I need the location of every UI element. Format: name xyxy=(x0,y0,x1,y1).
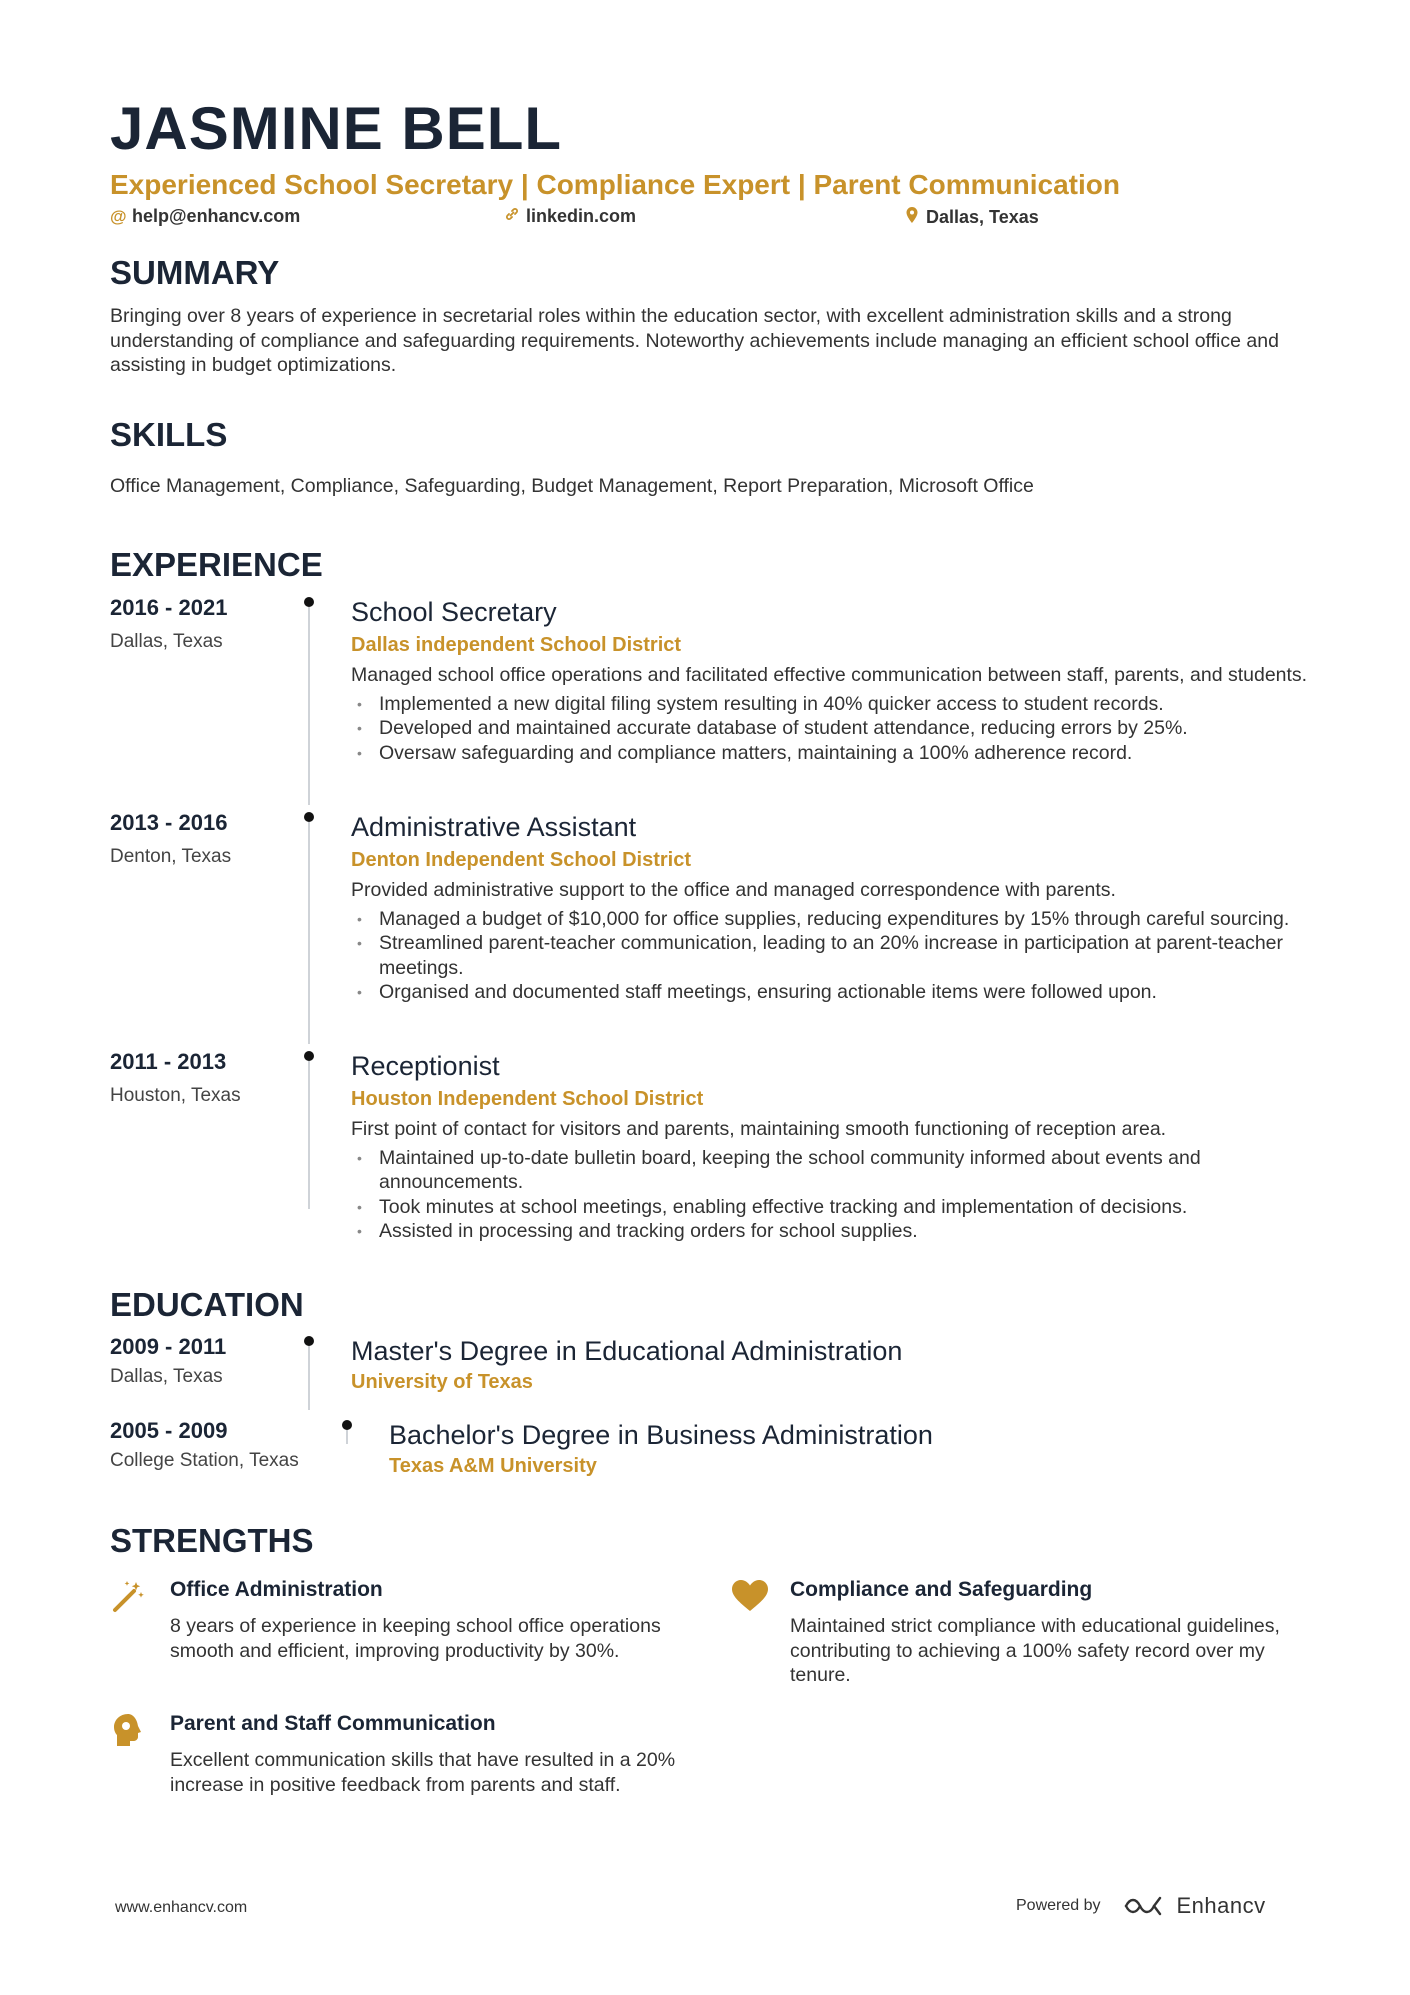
education-school: Texas A&M University xyxy=(389,1455,597,1477)
timeline-line xyxy=(346,1430,348,1444)
experience-location: Denton, Texas xyxy=(110,846,232,867)
bullet-item: • Organised and documented staff meetings, ensuring actionable items were followed upon. xyxy=(351,980,1311,1005)
education-location: College Station, Texas xyxy=(110,1450,299,1471)
link-icon xyxy=(504,206,520,227)
experience-role: Receptionist xyxy=(351,1051,500,1081)
contact-email[interactable] xyxy=(110,206,300,227)
experience-location: Houston, Texas xyxy=(110,1085,241,1106)
experience-location: Dallas, Texas xyxy=(110,631,223,652)
linkedin-text: linkedin.com xyxy=(526,206,637,226)
bullet-item: • Streamlined parent-teacher communication, leading to an 20% increase in participation at parent-teacher meetings. xyxy=(351,931,1311,980)
summary-heading: SUMMARY xyxy=(110,254,280,291)
skills-heading: SKILLS xyxy=(110,416,228,453)
education-location: Dallas, Texas xyxy=(110,1366,223,1387)
education-body xyxy=(351,1334,1311,1396)
timeline-dot xyxy=(304,597,314,607)
experience-org: Dallas independent School District xyxy=(351,634,682,656)
experience-desc: Provided administrative support to the office and managed correspondence with parents. xyxy=(351,879,1116,901)
magic-wand-icon xyxy=(110,1578,146,1614)
strength-title: Parent and Staff Communication xyxy=(170,1712,496,1735)
education-section xyxy=(110,1286,1310,1486)
experience-heading: EXPERIENCE xyxy=(110,546,323,583)
summary-text: Bringing over 8 years of experience in secretarial roles within the education sector, with excellent administration skills and a strong understanding of compliance and safeguarding requirements. Noteworthy achievements include managing an efficient school office and assisting in budget optimizations. xyxy=(110,305,1279,376)
education-heading: EDUCATION xyxy=(110,1286,304,1323)
timeline-dot xyxy=(304,812,314,822)
candidate-name: JASMINE BELL xyxy=(110,95,563,162)
education-degree: Bachelor's Degree in Business Administration xyxy=(389,1420,933,1450)
location-pin-icon xyxy=(904,206,920,229)
brand-name: Enhancv xyxy=(1176,1893,1266,1918)
experience-body xyxy=(351,810,1311,1005)
candidate-title: Experienced School Secretary | Compliance Expert | Parent Communication xyxy=(110,169,1120,200)
education-dates: 2009 - 2011 xyxy=(110,1334,227,1359)
bullet-item: • Took minutes at school meetings, enabling effective tracking and implementation of decisions. xyxy=(351,1195,1311,1220)
experience-dates: 2013 - 2016 xyxy=(110,810,228,835)
experience-desc: First point of contact for visitors and parents, maintaining smooth functioning of reception area. xyxy=(351,1118,1167,1140)
contact-location xyxy=(904,206,1039,229)
experience-bullets xyxy=(351,907,1311,1005)
bullet-item: • Oversaw safeguarding and compliance matters, maintaining a 100% adherence record. xyxy=(351,741,1311,766)
experience-bullets xyxy=(351,692,1311,766)
education-dates: 2005 - 2009 xyxy=(110,1418,228,1443)
contact-linkedin[interactable] xyxy=(504,206,636,227)
timeline-dot xyxy=(304,1336,314,1346)
enhancv-logo[interactable] xyxy=(1123,1893,1266,1919)
timeline-line xyxy=(308,607,310,805)
bullet-item: • Developed and maintained accurate database of student attendance, reducing errors by 25%. xyxy=(351,716,1311,741)
bullet-item: • Implemented a new digital filing system resulting in 40% quicker access to student records. xyxy=(351,692,1311,717)
experience-body xyxy=(351,595,1311,765)
timeline-line xyxy=(308,1061,310,1209)
experience-section xyxy=(110,546,1310,1246)
experience-desc: Managed school office operations and facilitated effective communication between staff, parents, and students. xyxy=(351,664,1308,686)
timeline-line xyxy=(308,822,310,1044)
head-idea-icon xyxy=(110,1712,146,1748)
strength-title: Compliance and Safeguarding xyxy=(790,1578,1093,1601)
enhancv-logo-icon xyxy=(1123,1894,1169,1918)
strength-desc: Maintained strict compliance with educational guidelines, contributing to achieving a 100% safety record over my tenure. xyxy=(790,1615,1280,1686)
heart-icon xyxy=(730,1578,766,1614)
education-body xyxy=(389,1418,1349,1480)
contact-row xyxy=(110,206,1310,234)
powered-by-text: Powered by xyxy=(1016,1897,1101,1914)
timeline-dot xyxy=(304,1051,314,1061)
experience-dates: 2016 - 2021 xyxy=(110,595,228,620)
bullet-item: • Maintained up-to-date bulletin board, keeping the school community informed about events and announcements. xyxy=(351,1146,1311,1195)
strengths-heading: STRENGTHS xyxy=(110,1522,314,1559)
education-school: University of Texas xyxy=(351,1371,533,1393)
strength-title: Office Administration xyxy=(170,1578,383,1601)
experience-role: Administrative Assistant xyxy=(351,812,637,842)
education-degree: Master's Degree in Educational Administration xyxy=(351,1336,903,1366)
footer-branding xyxy=(1016,1893,1266,1919)
email-text: help@enhancv.com xyxy=(132,206,301,226)
bullet-item: • Managed a budget of $10,000 for office supplies, reducing expenditures by 15% through careful sourcing. xyxy=(351,907,1311,932)
footer-website[interactable]: www.enhancv.com xyxy=(115,1899,248,1916)
experience-dates: 2011 - 2013 xyxy=(110,1049,227,1074)
at-icon: @ xyxy=(110,206,127,226)
bullet-item: • Assisted in processing and tracking orders for school supplies. xyxy=(351,1219,1311,1244)
skills-text: Office Management, Compliance, Safeguarding, Budget Management, Report Preparation, Microsoft Office xyxy=(110,475,1034,497)
timeline-line xyxy=(308,1346,310,1410)
experience-body xyxy=(351,1049,1311,1244)
timeline-dot xyxy=(342,1420,352,1430)
strength-desc: 8 years of experience in keeping school office operations smooth and efficient, improving productivity by 30%. xyxy=(170,1615,661,1662)
strengths-section xyxy=(110,1522,1310,1822)
experience-org: Denton Independent School District xyxy=(351,849,692,871)
strength-desc: Excellent communication skills that have resulted in a 20% increase in positive feedback from parents and staff. xyxy=(170,1749,676,1796)
experience-bullets xyxy=(351,1146,1311,1244)
resume-page xyxy=(110,96,1310,234)
location-text: Dallas, Texas xyxy=(926,207,1039,227)
experience-org: Houston Independent School District xyxy=(351,1088,704,1110)
experience-role: School Secretary xyxy=(351,597,557,627)
